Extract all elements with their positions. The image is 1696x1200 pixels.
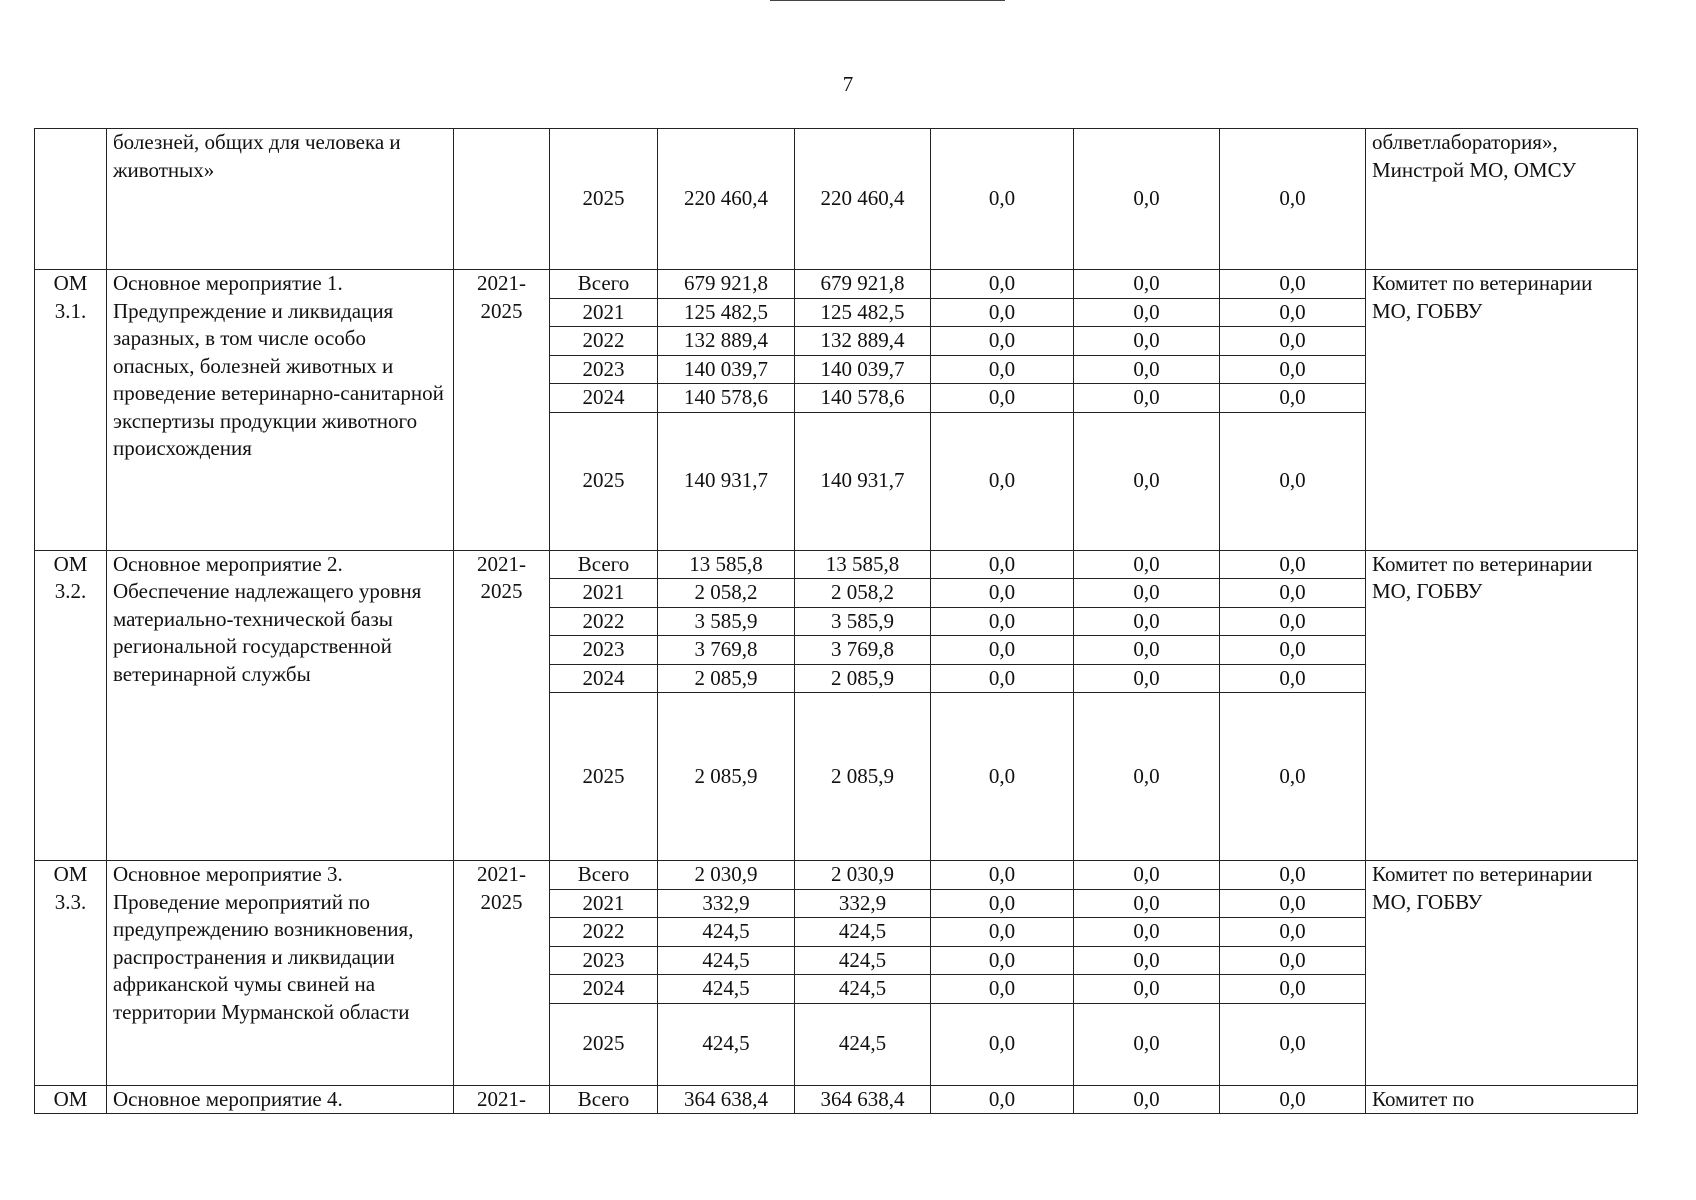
value-cell: 132 889,4 xyxy=(658,327,795,356)
value-cell: 0,0 xyxy=(1220,384,1366,413)
value-cell: 0,0 xyxy=(1074,327,1220,356)
value-cell: 0,0 xyxy=(1220,298,1366,327)
event-code: ОМ 3.3. xyxy=(35,861,107,1086)
value-cell: 2 030,9 xyxy=(658,861,795,890)
value-cell: 0,0 xyxy=(1074,270,1220,299)
value-cell: 0,0 xyxy=(931,861,1074,890)
year-cell: 2024 xyxy=(550,664,658,693)
year-cell: Всего xyxy=(550,270,658,299)
program-table xyxy=(34,128,1638,1114)
period-cell xyxy=(454,129,550,270)
value-cell: 0,0 xyxy=(931,355,1074,384)
value-cell: 0,0 xyxy=(1220,412,1366,550)
value-cell: 0,0 xyxy=(1220,327,1366,356)
event-code: ОМ 3.2. xyxy=(35,550,107,861)
event-period: 2021-2025 xyxy=(454,270,550,551)
value-cell: 0,0 xyxy=(1074,384,1220,413)
value-cell: 424,5 xyxy=(658,918,795,947)
value-cell: 0,0 xyxy=(931,946,1074,975)
value-cell: 0,0 xyxy=(931,664,1074,693)
value-cell: 0,0 xyxy=(1074,889,1220,918)
value-cell: 220 460,4 xyxy=(658,129,795,270)
value-cell: 0,0 xyxy=(1220,1003,1366,1085)
value-cell: 0,0 xyxy=(1220,550,1366,579)
value-cell: 0,0 xyxy=(1074,355,1220,384)
value-cell: 0,0 xyxy=(1220,607,1366,636)
value-cell: 332,9 xyxy=(658,889,795,918)
value-cell: 2 030,9 xyxy=(795,861,931,890)
value-cell: 0,0 xyxy=(931,550,1074,579)
value-cell: 0,0 xyxy=(1074,129,1220,270)
scan-edge-mark xyxy=(770,0,1005,1)
value-cell: 0,0 xyxy=(931,975,1074,1004)
value-cell: 0,0 xyxy=(1074,298,1220,327)
event-code: ОМ xyxy=(35,1085,107,1114)
value-cell: 2 058,2 xyxy=(658,579,795,608)
year-cell: 2024 xyxy=(550,384,658,413)
value-cell: 2 085,9 xyxy=(795,664,931,693)
value-cell: 679 921,8 xyxy=(795,270,931,299)
year-cell: 2022 xyxy=(550,607,658,636)
value-cell: 0,0 xyxy=(1220,918,1366,947)
value-cell: 140 039,7 xyxy=(795,355,931,384)
value-cell: 3 769,8 xyxy=(658,636,795,665)
value-cell: 424,5 xyxy=(795,1003,931,1085)
event-period: 2021- xyxy=(454,1085,550,1114)
value-cell: 132 889,4 xyxy=(795,327,931,356)
value-cell: 2 085,9 xyxy=(795,693,931,861)
responsible-cell: Комитет по ветеринарии МО, ГОБВУ xyxy=(1366,861,1638,1086)
event-period: 2021-2025 xyxy=(454,861,550,1086)
responsible-cell: облветлаборатория», Минстрой МО, ОМСУ xyxy=(1366,129,1638,270)
value-cell: 0,0 xyxy=(1074,579,1220,608)
value-cell: 0,0 xyxy=(1220,664,1366,693)
value-cell: 424,5 xyxy=(795,918,931,947)
value-cell: 0,0 xyxy=(931,636,1074,665)
event-name: болезней, общих для человека и животных» xyxy=(107,129,454,270)
value-cell: 0,0 xyxy=(1220,129,1366,270)
event-name: Основное мероприятие 3. Проведение мероприятий по предупреждению возникновения, распространения и ликвидации африканской чумы свиней на территории Мурманской области xyxy=(107,861,454,1086)
value-cell: 2 058,2 xyxy=(795,579,931,608)
value-cell: 13 585,8 xyxy=(658,550,795,579)
value-cell: 424,5 xyxy=(658,946,795,975)
value-cell: 125 482,5 xyxy=(795,298,931,327)
year-cell: Всего xyxy=(550,861,658,890)
value-cell: 0,0 xyxy=(931,889,1074,918)
event-name: Основное мероприятие 1. Предупреждение и ликвидация заразных, в том числе особо опасных, болезней животных и проведение ветеринарно-санитарной экспертизы продукции животного происхождения xyxy=(107,270,454,551)
value-cell: 0,0 xyxy=(1074,693,1220,861)
value-cell: 0,0 xyxy=(1220,1085,1366,1114)
value-cell: 0,0 xyxy=(931,1085,1074,1114)
year-cell: 2025 xyxy=(550,129,658,270)
value-cell: 3 769,8 xyxy=(795,636,931,665)
table-row xyxy=(35,270,1638,299)
value-cell: 364 638,4 xyxy=(658,1085,795,1114)
value-cell: 0,0 xyxy=(1074,1085,1220,1114)
value-cell: 140 039,7 xyxy=(658,355,795,384)
year-cell: 2025 xyxy=(550,412,658,550)
event-name: Основное мероприятие 4. xyxy=(107,1085,454,1114)
value-cell: 424,5 xyxy=(795,975,931,1004)
value-cell: 0,0 xyxy=(1074,975,1220,1004)
value-cell: 0,0 xyxy=(1220,270,1366,299)
value-cell: 0,0 xyxy=(931,412,1074,550)
value-cell: 0,0 xyxy=(1220,975,1366,1004)
year-cell: 2023 xyxy=(550,946,658,975)
value-cell: 140 578,6 xyxy=(795,384,931,413)
continued-row xyxy=(35,129,1638,270)
value-cell: 0,0 xyxy=(931,607,1074,636)
value-cell: 332,9 xyxy=(795,889,931,918)
value-cell: 140 578,6 xyxy=(658,384,795,413)
value-cell: 13 585,8 xyxy=(795,550,931,579)
value-cell: 0,0 xyxy=(931,693,1074,861)
year-cell: Всего xyxy=(550,1085,658,1114)
table-row xyxy=(35,550,1638,579)
value-cell: 220 460,4 xyxy=(795,129,931,270)
value-cell: 3 585,9 xyxy=(658,607,795,636)
event-period: 2021-2025 xyxy=(454,550,550,861)
year-cell: 2022 xyxy=(550,327,658,356)
value-cell: 3 585,9 xyxy=(795,607,931,636)
responsible-cell: Комитет по xyxy=(1366,1085,1638,1114)
table-row xyxy=(35,861,1638,890)
value-cell: 0,0 xyxy=(1074,412,1220,550)
value-cell: 0,0 xyxy=(931,298,1074,327)
year-cell: 2025 xyxy=(550,1003,658,1085)
value-cell: 140 931,7 xyxy=(795,412,931,550)
value-cell: 0,0 xyxy=(931,579,1074,608)
value-cell: 0,0 xyxy=(1074,1003,1220,1085)
value-cell: 0,0 xyxy=(931,129,1074,270)
event-code: ОМ 3.1. xyxy=(35,270,107,551)
value-cell: 2 085,9 xyxy=(658,693,795,861)
value-cell: 0,0 xyxy=(1074,861,1220,890)
value-cell: 125 482,5 xyxy=(658,298,795,327)
value-cell: 0,0 xyxy=(1074,918,1220,947)
year-cell: 2025 xyxy=(550,693,658,861)
year-cell: 2022 xyxy=(550,918,658,947)
value-cell: 0,0 xyxy=(1074,664,1220,693)
value-cell: 424,5 xyxy=(658,975,795,1004)
value-cell: 0,0 xyxy=(1074,607,1220,636)
table-row-partial xyxy=(35,1085,1638,1114)
value-cell: 0,0 xyxy=(931,1003,1074,1085)
value-cell: 0,0 xyxy=(1074,550,1220,579)
value-cell: 0,0 xyxy=(931,918,1074,947)
value-cell: 0,0 xyxy=(1220,693,1366,861)
responsible-cell: Комитет по ветеринарии МО, ГОБВУ xyxy=(1366,550,1638,861)
value-cell: 0,0 xyxy=(1220,946,1366,975)
value-cell: 679 921,8 xyxy=(658,270,795,299)
responsible-cell: Комитет по ветеринарии МО, ГОБВУ xyxy=(1366,270,1638,551)
value-cell: 424,5 xyxy=(795,946,931,975)
year-cell: 2021 xyxy=(550,298,658,327)
value-cell: 140 931,7 xyxy=(658,412,795,550)
value-cell: 0,0 xyxy=(1074,636,1220,665)
page-number: 7 xyxy=(842,72,854,96)
value-cell: 0,0 xyxy=(1074,946,1220,975)
value-cell: 0,0 xyxy=(1220,355,1366,384)
year-cell: 2021 xyxy=(550,579,658,608)
value-cell: 364 638,4 xyxy=(795,1085,931,1114)
value-cell: 2 085,9 xyxy=(658,664,795,693)
value-cell: 0,0 xyxy=(1220,579,1366,608)
event-name: Основное мероприятие 2. Обеспечение надлежащего уровня материально-технической базы региональной государственной ветеринарной службы xyxy=(107,550,454,861)
year-cell: 2024 xyxy=(550,975,658,1004)
value-cell: 0,0 xyxy=(931,384,1074,413)
value-cell: 0,0 xyxy=(1220,861,1366,890)
year-cell: 2021 xyxy=(550,889,658,918)
value-cell: 0,0 xyxy=(931,327,1074,356)
code-cell xyxy=(35,129,107,270)
value-cell: 0,0 xyxy=(1220,636,1366,665)
table-body xyxy=(35,129,1638,1114)
value-cell: 424,5 xyxy=(658,1003,795,1085)
year-cell: 2023 xyxy=(550,355,658,384)
value-cell: 0,0 xyxy=(931,270,1074,299)
year-cell: 2023 xyxy=(550,636,658,665)
year-cell: Всего xyxy=(550,550,658,579)
value-cell: 0,0 xyxy=(1220,889,1366,918)
